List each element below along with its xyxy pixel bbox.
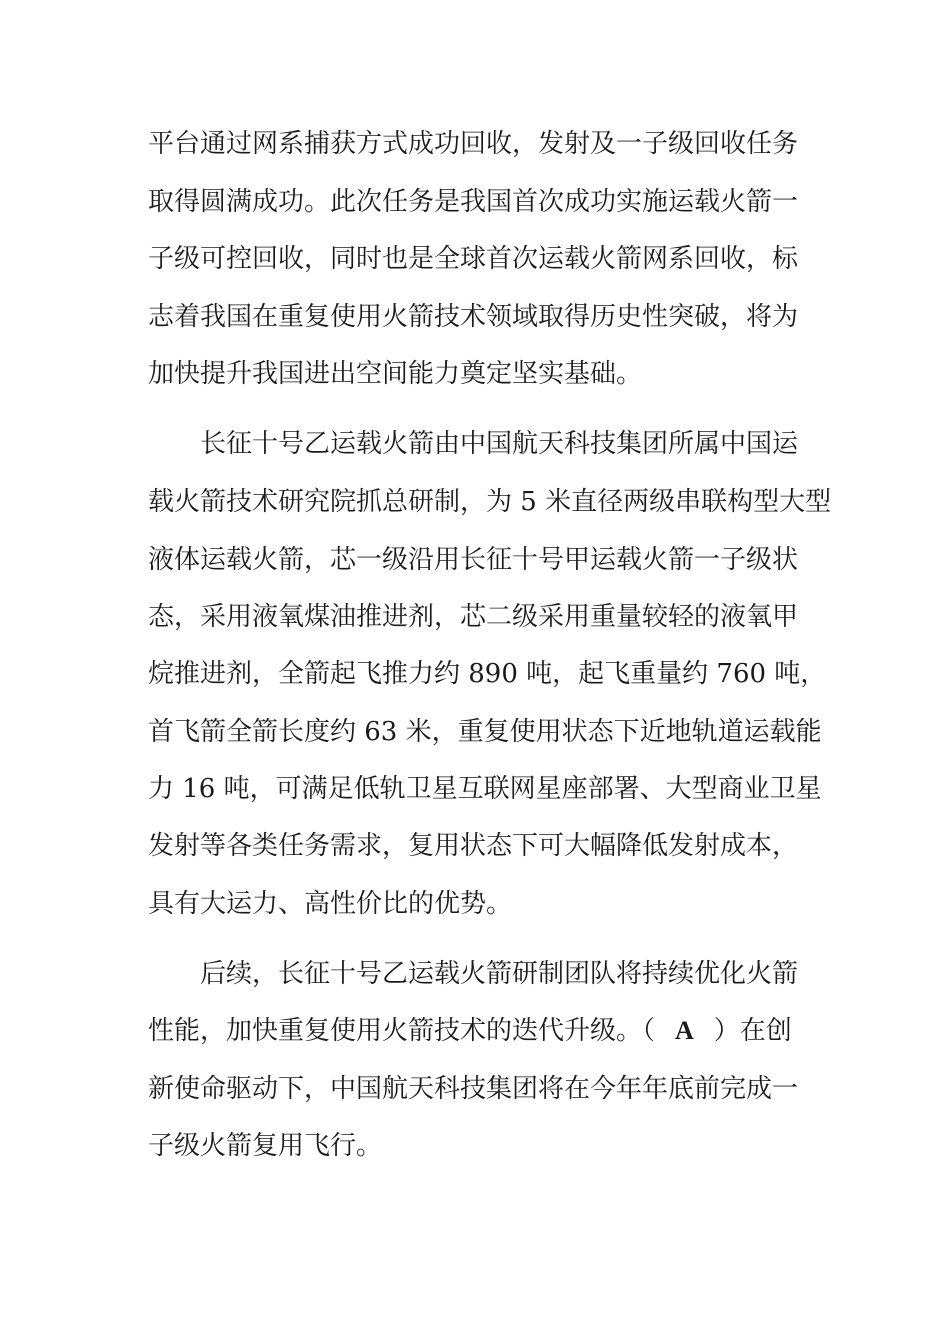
paragraph-3-line-2-text-after: ）在创 [713, 1016, 792, 1046]
answer-blank: A [675, 1016, 694, 1045]
paragraph-1-line-5: 加快提升我国进出空间能力奠定坚实基础。 [148, 359, 643, 389]
paragraph-2-line-1: 长征十号乙运载火箭由中国航天科技集团所属中国运 [200, 429, 799, 459]
paragraph-1-line-4: 志着我国在重复使用火箭技术领域取得历史性突破，将为 [148, 302, 799, 332]
paragraph-2-line-2: 载火箭技术研究院抓总研制，为 5 米直径两级串联构型大型 [148, 487, 832, 517]
paragraph-3-line-2 [148, 1015, 792, 1047]
paragraph-2-line-4: 态，采用液氧煤油推进剂，芯二级采用重量较轻的液氧甲 [148, 602, 799, 632]
paragraph-3-line-4: 子级火箭复用飞行。 [148, 1131, 383, 1161]
paragraph-1-line-1: 平台通过网系捕获方式成功回收，发射及一子级回收任务 [148, 129, 799, 159]
paragraph-2-line-8: 发射等各类任务需求，复用状态下可大幅降低发射成本， [148, 831, 799, 861]
paragraph-1-line-3: 子级可控回收，同时也是全球首次运载火箭网系回收，标 [148, 244, 799, 274]
paragraph-2-line-6: 首飞箭全箭长度约 63 米，重复使用状态下近地轨道运载能 [148, 717, 822, 747]
paragraph-3-line-3: 新使命驱动下，中国航天科技集团将在今年年底前完成一 [148, 1074, 799, 1104]
paragraph-1-line-2: 取得圆满成功。此次任务是我国首次成功实施运载火箭一 [148, 187, 799, 217]
paragraph-3-line-1: 后续，长征十号乙运载火箭研制团队将持续优化火箭 [200, 959, 799, 989]
paragraph-2-line-5: 烷推进剂，全箭起飞推力约 890 吨，起飞重量约 760 吨， [148, 659, 827, 689]
paragraph-3-line-2-text-before: 性能，加快重复使用火箭技术的迭代升级。（ [148, 1016, 656, 1046]
paragraph-2-line-3: 液体运载火箭，芯一级沿用长征十号甲运载火箭一子级状 [148, 545, 799, 575]
paragraph-2-line-7: 力 16 吨，可满足低轨卫星互联网星座部署、大型商业卫星 [148, 774, 822, 804]
paragraph-2-line-9: 具有大运力、高性价比的优势。 [148, 889, 513, 919]
